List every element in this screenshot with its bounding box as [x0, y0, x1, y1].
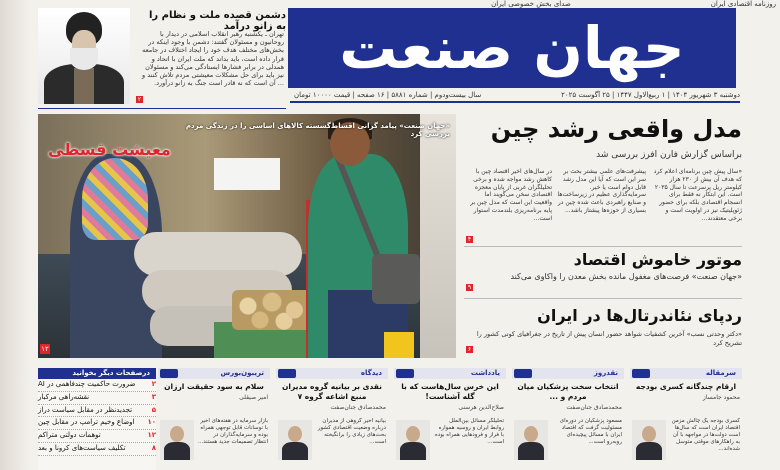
index-item-text: توهمات دولتی متراکم	[38, 431, 101, 440]
issue-info: سال بیست‌ودوم | شماره ۵۸۸۱ | ۱۶ صفحه | قیمت ۱۰۰۰۰ تومان	[294, 91, 482, 99]
divider-1	[464, 246, 742, 247]
author-portrait	[514, 420, 548, 460]
author-portrait	[278, 420, 312, 460]
lead-page-badge: ۴	[467, 236, 472, 243]
top-story-body: تهران ـ یکشنبه رهبر انقلاب اسلامی در دیدار با روحانیون و مسئولان گفتند: دشمن با وجود اینکه در بخش‌های مختلف هدف خود را ایجاد اختلاف در جامعه قرار داده است، باید بداند که ملت ایران با اتحاد و همدلی در برابر فشارها ایستادگی می‌کند و مسئولان نیز باید برای حل مشکلات معیشتی مردم تلاش کنند و ... آن است که نه قادر است جنگ به زانو درآورد.	[142, 30, 284, 88]
opinion-author: محمود جامساز	[702, 394, 740, 401]
second-subtitle: «جهان صنعت» فرصت‌های مغفول مانده بخش معدن را واکاوی می‌کند	[510, 272, 742, 281]
lead-headline: مدل واقعی رشد چین	[490, 115, 742, 143]
opinion-column	[158, 368, 270, 470]
masthead-tagline: صدای بخش خصوصی ایران	[491, 0, 571, 8]
leader-photo	[38, 8, 130, 104]
top-story-page-badge: ۲	[137, 96, 142, 103]
dateline	[294, 91, 740, 99]
opinion-body: مسعود پزشکیان در دوره‌ای مسئولیت گرفت که اقتصاد ایران با مسائل پیچیده‌ای روبه‌رو است...	[559, 418, 622, 445]
opinion-title: ارقام چندگانه کسری بودجه	[635, 382, 737, 391]
index-item-text: اوضاع وخیم ترامپ در مقابل چین	[38, 418, 135, 427]
second-headline: موتور خاموش اقتصاد	[573, 250, 742, 269]
section-logo-icon	[632, 369, 650, 378]
index-item-page: ۱۲	[147, 431, 156, 440]
newspaper-logo: جهان صنعت	[339, 14, 685, 82]
index-title: درصفحات دیگر بخوانید	[38, 368, 156, 379]
index-item[interactable]	[38, 392, 156, 405]
index-item-page: ۱۰	[147, 418, 156, 427]
second-page-badge: ۹	[467, 284, 472, 291]
lead-column-1: «سال پیش چین برنامه‌ای اعلام کرد که هدف آن بیش از ۲۳۰ هزار کیلومتر ریل پرسرعت تا سال ۲۰۳۵ است. این ابتکار نه فقط برای انسجام اقتصادی بلکه برای حضور ژئوپلیتیک نیز در اولویت است و برخی معتقدند...	[653, 168, 742, 222]
opinion-author: محمدصادق جنان‌صفت	[566, 404, 622, 411]
index-item-page: ۵	[151, 405, 156, 414]
lead-column-2: پیشرفت‌های علمی بیشتر بحث بر سر این است که آیا این مدل رشد قابل دوام است یا خیر. سرمایه‌گذاری عظیم در زیرساخت‌ها و صنایع راهبردی باعث شده چین در بسیاری از حوزه‌ها پیشتاز باشد...	[557, 168, 646, 214]
opinion-title: سلام به سود حقیقت ارزان	[164, 382, 264, 391]
section-logo-icon	[278, 369, 296, 378]
market-photo	[38, 114, 456, 358]
photo-headline: معیشت قسطی	[48, 140, 171, 159]
index-item[interactable]	[38, 443, 156, 456]
top-story-rule	[38, 108, 286, 109]
opinion-column	[276, 368, 388, 470]
index-item-page: ۸	[151, 443, 156, 452]
third-page-badge: ۶	[467, 346, 472, 353]
index-list	[38, 379, 156, 456]
opinion-title: نقدی بر بیانیه گروه مدیران منبع اشاعه گروه ۷	[281, 382, 382, 401]
index-item-page: ۲	[151, 380, 156, 388]
top-story-title: دشمن قصد‌ه ملت و نظام را به زانو درآمد	[149, 10, 286, 32]
opinion-author: امیر صیقلی	[239, 394, 268, 401]
opinion-section-label: تریبون‌بورس	[158, 368, 270, 379]
opinion-body: بازار سرمایه در هفته‌های اخیر با نوسانات قابل توجهی همراه بوده و سرمایه‌گذاران در انتظار تصمیمات جدید هستند...	[198, 418, 268, 445]
opinion-body: تحلیلگر مسائل بین‌الملل روابط ایران و روسیه همواره با فراز و فرودهایی همراه بوده است...	[434, 418, 504, 445]
index-item-text: ضرورت حاکمیت چندفاهمی در AI	[38, 380, 136, 388]
opinion-author: صلاح‌الدین هرسنی	[458, 404, 504, 411]
opinion-title: انتخاب سخت پزشکیان میان مردم و ...	[517, 382, 619, 401]
index-item-text: تجدیدنظر در مقابل سیاست دراز	[38, 405, 133, 414]
page-edge-shadow	[0, 0, 30, 470]
opinion-section-label: یادداشت	[394, 368, 506, 379]
opinion-section-label: دیدگاه	[276, 368, 388, 379]
issue-date: دوشنبه ۳ شهریور ۱۴۰۴ | ۱ ربیع‌الاول ۱۴۴۷ | ۲۵ آگوست ۲۰۲۵	[561, 91, 740, 99]
index-box	[38, 368, 156, 470]
opinion-author: محمدصادق جنان‌صفت	[330, 404, 386, 411]
index-item-text: نقشه‌راهی مرکبار	[38, 392, 90, 401]
third-headline: ردپای نئاندرتال‌ها در ایران	[537, 306, 742, 325]
section-logo-icon	[396, 369, 414, 378]
photo-page-badge: ۱۲	[41, 345, 49, 353]
index-item[interactable]	[38, 379, 156, 392]
lead-subtitle: براساس گزارش فارن افرز بررسی شد	[596, 150, 742, 160]
index-item[interactable]	[38, 405, 156, 418]
index-item-page: ۳	[151, 392, 156, 401]
opinion-column	[630, 368, 742, 470]
opinion-section-label: نقدروز	[512, 368, 624, 379]
section-logo-icon	[514, 369, 532, 378]
third-subtitle: «دکتر وحدتی نسب» آخرین کشفیات شواهد حضور انسان پیش از تاریخ در جغرافیای کوتی کشور را تشریح کرد	[476, 330, 742, 347]
opinion-column	[394, 368, 506, 470]
index-item-text: تکلیف سیاست‌های کرونا و بعد	[38, 443, 126, 452]
opinion-body: کسری بودجه یک چالش مزمن اقتصاد ایران است که سال‌ها است دولت‌ها در مواجهه با آن به راهکارهای موقتی متوسل شده‌اند...	[671, 418, 740, 452]
masthead	[288, 8, 736, 88]
author-portrait	[396, 420, 430, 460]
photo-caption: «جهان صنعت» پیامد گرانی اقساط‌گسسته کالاهای اساسی را در زندگی مردم بررسی کرد	[185, 122, 450, 138]
index-item[interactable]	[38, 430, 156, 443]
opinion-body: بیانیه اخیر گروهی از مدیران درباره وضعیت اقتصادی کشور بحث‌های زیادی را برانگیخته است...	[317, 418, 386, 445]
author-portrait	[632, 420, 666, 460]
divider-2	[464, 298, 742, 299]
opinion-section-label: سرمقاله	[630, 368, 742, 379]
author-portrait	[160, 420, 194, 460]
lead-column-3: در سال‌های اخیر اقتصاد چین با کاهش رشد مواجه شده و برخی تحلیلگران غربی از پایان معجزه اقتصادی سخن می‌گویند اما واقعیت این است که مدل چین بر پایه برنامه‌ریزی بلندمدت استوار است...	[470, 168, 552, 222]
opinion-column	[512, 368, 624, 470]
masthead-rule	[290, 101, 740, 103]
section-logo-icon	[160, 369, 178, 378]
index-item[interactable]	[38, 417, 156, 430]
masthead-topline: روزنامه اقتصادی ایران	[710, 0, 776, 8]
opinion-title: این خرس سال‌هاست که با گله آشناست!	[401, 382, 499, 401]
